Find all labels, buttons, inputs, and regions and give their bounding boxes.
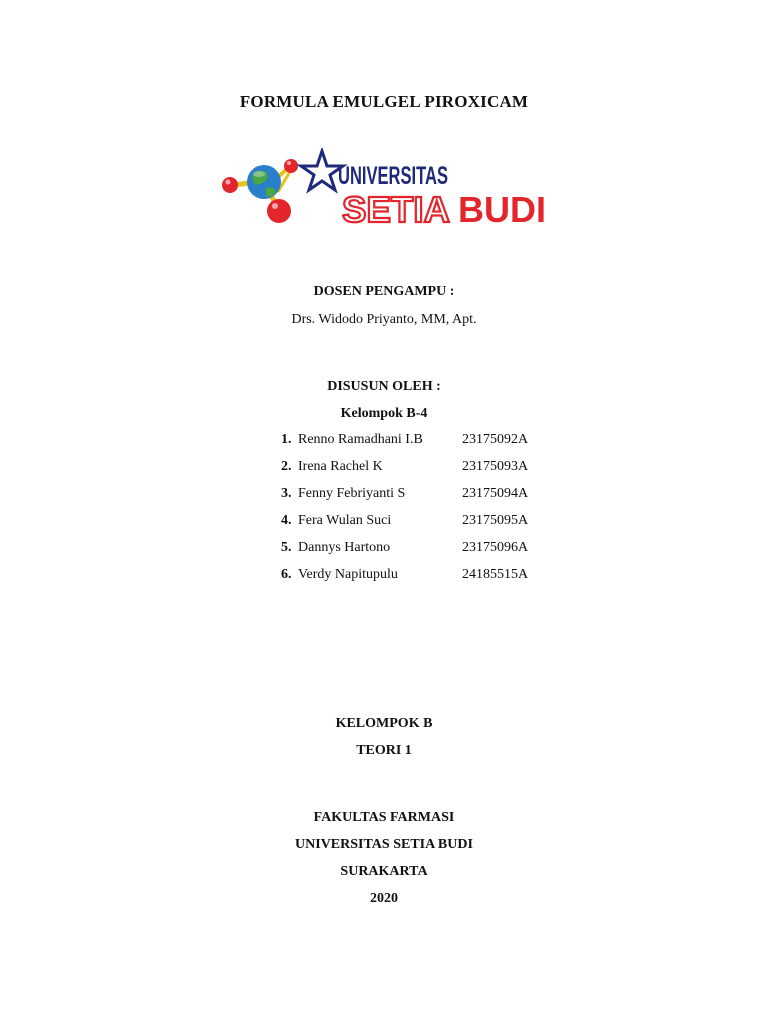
list-item (0, 432, 768, 452)
city-name: SURAKARTA (340, 864, 428, 879)
class-group: KELOMPOK B (335, 716, 433, 731)
list-item (0, 540, 768, 560)
logo-text-setia: SETIA (342, 189, 450, 230)
faculty-name: FAKULTAS FARMASI (313, 810, 455, 825)
group-name: Kelompok B-4 (340, 406, 428, 421)
year: 2020 (370, 891, 398, 906)
lecturer-name: Drs. Widodo Priyanto, MM, Apt. (291, 312, 477, 327)
member-name: Dannys Hartono (298, 540, 391, 555)
member-nim: 23175094A (462, 486, 529, 501)
member-number: 2. (281, 459, 292, 474)
list-item (0, 567, 768, 587)
member-name: Renno Ramadhani I.B (298, 432, 423, 447)
list-item (0, 513, 768, 533)
member-nim: 23175096A (462, 540, 529, 555)
logo-text-budi: BUDI (458, 189, 546, 230)
logo-text-universitas: UNIVERSITAS (338, 162, 448, 190)
compiled-heading: DISUSUN OLEH : (327, 379, 441, 394)
lecturer-heading: DOSEN PENGAMPU : (313, 284, 455, 299)
member-nim: 23175093A (462, 459, 529, 474)
member-name: Verdy Napitupulu (298, 567, 398, 582)
member-name: Fenny Febriyanti S (298, 486, 406, 501)
member-number: 3. (281, 486, 292, 501)
university-logo (218, 148, 550, 230)
member-number: 5. (281, 540, 292, 555)
member-name: Fera Wulan Suci (298, 513, 392, 528)
member-nim: 23175092A (462, 432, 529, 447)
member-number: 6. (281, 567, 292, 582)
member-name: Irena Rachel K (298, 459, 383, 474)
member-number: 4. (281, 513, 292, 528)
university-name: UNIVERSITAS SETIA BUDI (295, 837, 473, 852)
member-number: 1. (281, 432, 292, 447)
star-icon (301, 151, 343, 190)
member-nim: 23175095A (462, 513, 529, 528)
class-type: TEORI 1 (356, 743, 412, 758)
member-nim: 24185515A (462, 567, 529, 582)
list-item (0, 486, 768, 506)
document-title: FORMULA EMULGEL PIROXICAM (239, 92, 529, 111)
molecule-icon (222, 159, 298, 223)
list-item (0, 459, 768, 479)
